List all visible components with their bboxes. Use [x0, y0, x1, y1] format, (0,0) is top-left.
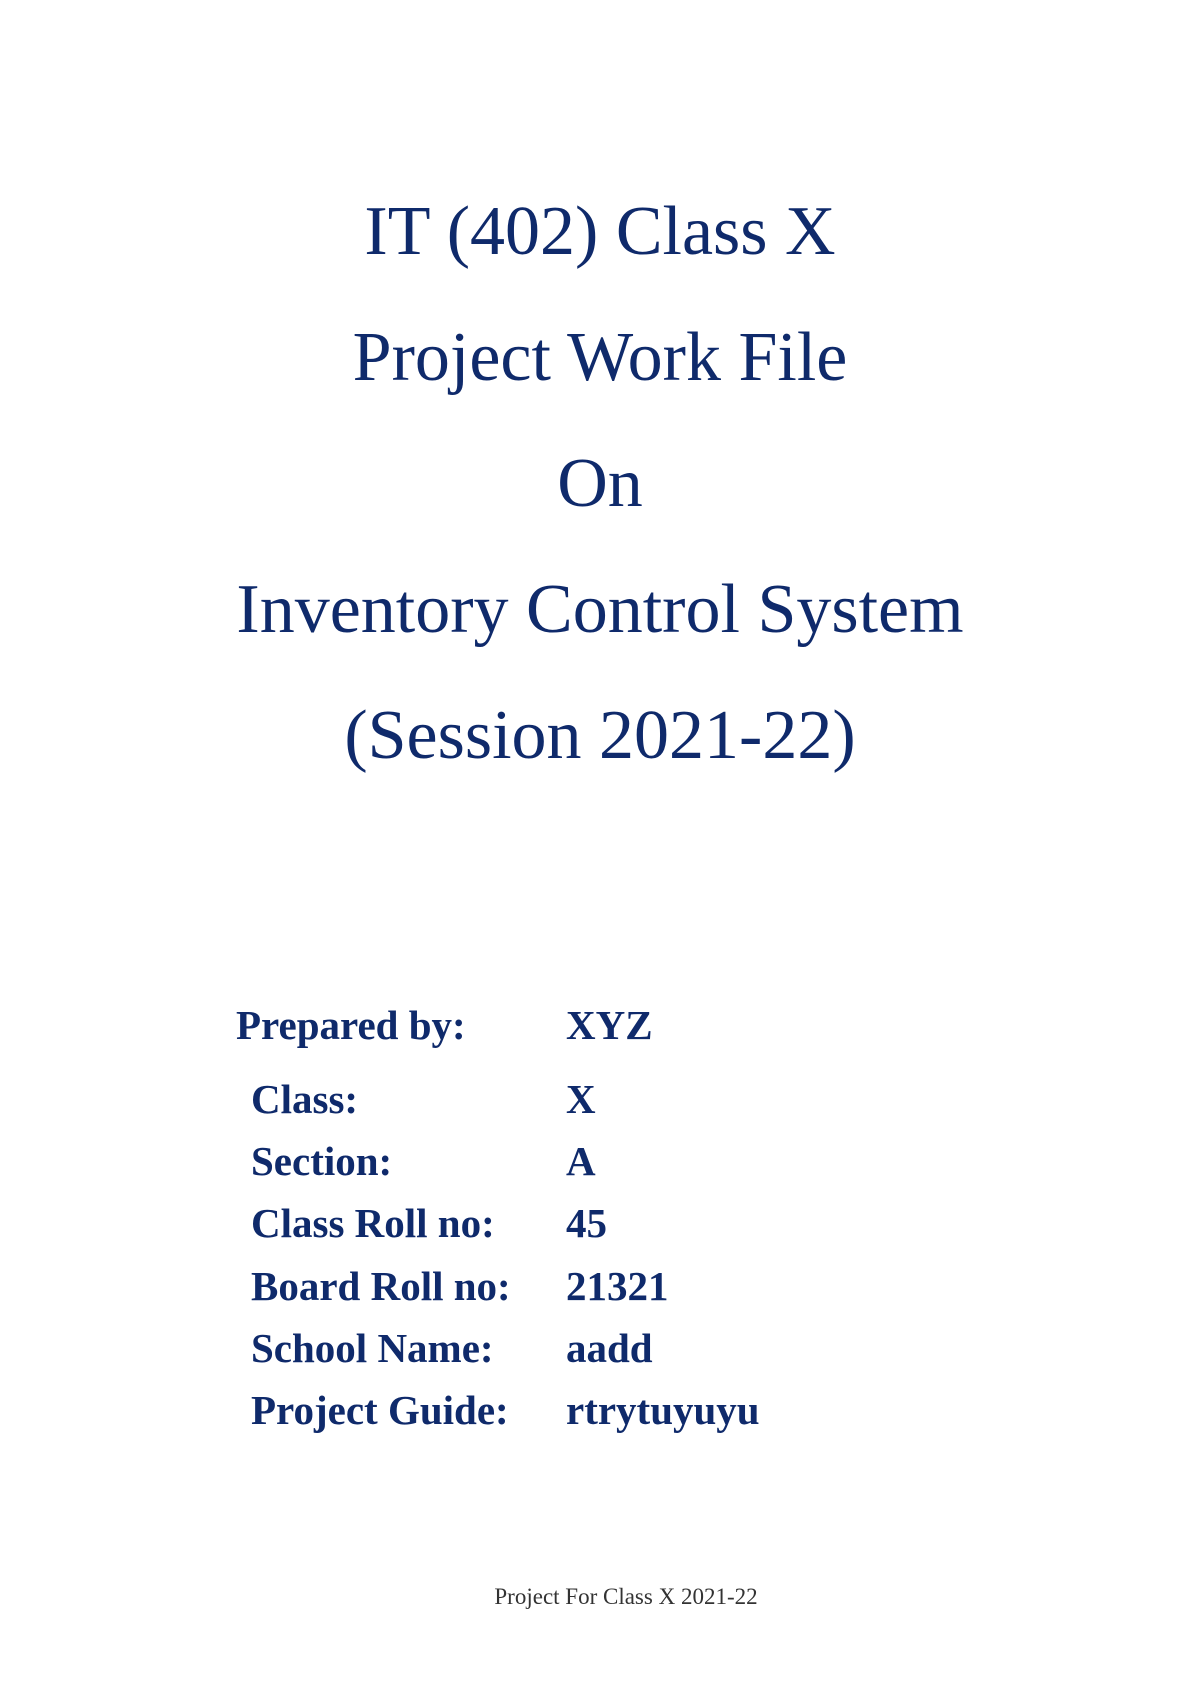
title-line-subject: IT (402) Class X [364, 193, 836, 270]
class-label: Class: [251, 1076, 359, 1122]
title-line-project-topic: Inventory Control System [236, 571, 964, 648]
board-roll-no-value: 21321 [566, 1263, 669, 1309]
page-footer: Project For Class X 2021-22 [494, 1584, 758, 1609]
school-name-label: School Name: [251, 1325, 494, 1371]
title-line-on: On [557, 445, 643, 522]
class-value: X [566, 1076, 596, 1122]
prepared-by-value: XYZ [566, 1002, 653, 1048]
section-value: A [566, 1138, 596, 1184]
class-roll-no-label: Class Roll no: [251, 1200, 495, 1246]
title-line-session: (Session 2021-22) [344, 697, 856, 774]
project-guide-label: Project Guide: [251, 1387, 509, 1433]
board-roll-no-label: Board Roll no: [251, 1263, 511, 1309]
class-roll-no-value: 45 [566, 1200, 607, 1246]
prepared-by-label: Prepared by: [236, 1002, 466, 1048]
project-guide-value: rtrytuyuyu [566, 1387, 760, 1433]
school-name-value: aadd [566, 1325, 653, 1371]
title-line-project-work-file: Project Work File [352, 319, 848, 396]
section-label: Section: [251, 1138, 393, 1184]
